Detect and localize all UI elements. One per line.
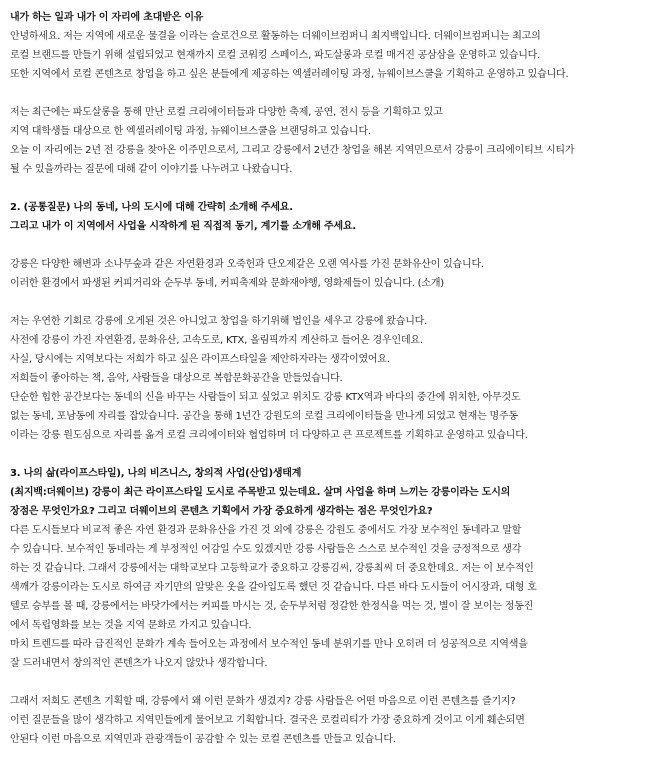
text-line: 이러한 환경에서 파생된 커피거리와 순두부 동네, 커피축제와 문화재야행, 영화제들이 있습니다. (소개) (10, 278, 444, 289)
text-line: 저는 최근에는 파도살롱을 통해 만난 로컬 크리에이터들과 다양한 축제, 공연, 전시 등을 기획하고 있고 (10, 107, 443, 118)
text-line: 수 있습니다. 보수적인 동네라는 게 부정적인 어감일 수도 있겠지만 강릉 사람들은 스스로 보수적인 것을 긍정적으로 생각 (10, 544, 522, 555)
paragraph-gap (10, 84, 654, 103)
text-line: 색깨가 강릉이라는 도시로 하여금 자기만의 알맞은 옷을 갈아입도록 했던 것 같습니다. 다른 바다 도시들이 어시장과, 대형 호 (10, 582, 537, 593)
text-line: 될 수 있을까라는 질문에 대해 같이 이야기를 나누려고 나왔습니다. (10, 164, 293, 175)
text-line: 그래서 저희도 콘텐츠 기획할 때, 강릉에서 왜 이런 문화가 생겼지? 강릉 사람들은 어떤 마음으로 이런 콘텐츠를 즐기지? (10, 696, 516, 707)
text-line: 저희들이 좋아하는 책, 음악, 사람들을 대상으로 복합문화공간을 만들었습니다. (10, 373, 343, 384)
text-line: 오늘 이 자리에는 2년 전 강릉을 찾아온 이주민으로서, 그리고 강릉에서 2년간 창업을 해본 지역민으로서 강릉이 크리에이티브 시티가 (10, 145, 575, 156)
text-line: 하는 것 같습니다. 그래서 강릉에서는 대학교보다 고등학교가 중요하고 강릉김씨, 강릉최씨 더 중요한데요. 저는 이 보수적인 (10, 563, 534, 574)
section-heading-line: 장점은 무엇인가요? 그리고 더웨이브의 콘텐츠 기획에서 가장 중요하게 생각하는 점은 무엇인가요? (10, 506, 433, 517)
text-line: 저는 우연한 기회로 강릉에 오게된 것은 아니었고 창업을 하기위해 법인을 세우고 강릉에 왔습니다. (10, 316, 428, 327)
text-line: 강릉은 다양한 해변과 소나무숲과 같은 자연환경과 오죽헌과 단오제같은 오랜 역사를 가진 문화유산이 있습니다. (10, 259, 484, 270)
paragraph (10, 103, 654, 179)
paragraph-gap (10, 445, 654, 464)
text-line: 다른 도시들보다 비교적 좋은 자연 환경과 문화유산을 가진 것 외에 강릉은 강원도 중에서도 가장 보수적인 동네라고 말할 (10, 525, 522, 536)
text-line: 이라는 강릉 원도심으로 자리를 옮겨 로컬 크리에이터와 협업하며 더 다양하고 큰 프로젝트를 기획하고 운영하고 있습니다. (10, 430, 528, 441)
text-line: 또한 지역에서 로컬 콘텐츠로 창업을 하고 싶은 분들에게 제공하는 엑셀러레이팅 과정, 뉴웨이브스쿨을 기획하고 운영하고 있습니다. (10, 69, 569, 80)
section-heading-line: 그리고 내가 이 지역에서 사업을 시작하게 된 직접적 동기, 계기를 소개해 주세요. (10, 221, 357, 232)
text-line: 마치 트렌드를 따라 급진적인 문화가 계속 들어오는 과정에서 보수적인 동네 분위기를 만나 오히려 더 성공적으로 지역색을 (10, 639, 528, 650)
text-line: 없는 동네, 포남동에 자리를 잡았습니다. 공간을 통해 1년간 강원도의 로컬 크리에이터들을 만나게 되었고 현재는 명주동 (10, 411, 518, 422)
paragraph (10, 312, 654, 445)
paragraph (10, 692, 654, 749)
text-line: 잘 드러내면서 창의적인 콘텐츠가 나오지 않았나 생각합니다. (10, 658, 268, 669)
section-heading-line: (최지백:더웨이브) 강릉이 최근 라이프스타일 도시로 주목받고 있는데요. 살며 사업을 하며 느끼는 강릉이라는 도시의 (10, 487, 511, 498)
text-line: 텔로 승부를 볼 때, 강릉에서는 바닷가에서는 커피를 마시는 것, 순두부처럼 정갈한 한정식을 먹는 것, 별이 잘 보이는 정동진 (10, 601, 534, 612)
text-line: 이런 질문들을 많이 생각하고 지역민들에게 물어보고 기획합니다. 결국은 로컬리티가 가장 중요하게 것이고 이게 훼손되면 (10, 715, 525, 726)
text-line: 안녕하세요. 저는 지역에 새로운 물결을 이라는 슬로건으로 활동하는 더웨이브컴퍼니 최지백입니다. 더웨이브컴퍼니는 최고의 (10, 31, 541, 42)
text-line: 로컬 브랜드를 만들기 위해 설립되었고 현재까지 로컬 코워킹 스페이스, 파도살롱과 로컬 매거진 공삼삼을 운영하고 있습니다. (10, 50, 541, 61)
text-line: 사실, 당시에는 지역보다는 저희가 하고 싶은 라이프스타일을 제안하자라는 생각이였어요. (10, 354, 390, 365)
paragraph (10, 8, 654, 84)
paragraph-gap (10, 293, 654, 312)
section-heading-line: 2. (공통질문) 나의 동네, 나의 도시에 대해 간략히 소개해 주세요. (10, 202, 293, 213)
document-body (10, 8, 654, 749)
paragraph (10, 464, 654, 673)
text-line: 안된다 이런 마음으로 지역민과 관광객들이 공감할 수 있는 로컬 콘텐츠를 만들고 있습니다. (10, 734, 396, 745)
paragraph (10, 198, 654, 236)
text-line: 지역 대학생들 대상으로 한 엑셀러레이팅 과정, 뉴웨이브스쿨을 브랜딩하고 있습니다. (10, 126, 371, 137)
paragraph-gap (10, 236, 654, 255)
paragraph-gap (10, 179, 654, 198)
text-line: 에서 독립영화를 보는 것을 지역 문화로 가지고 있습니다. (10, 620, 252, 631)
paragraph-gap (10, 673, 654, 692)
text-line: 단순한 힙한 공간보다는 동네의 신을 바꾸는 사람들이 되고 싶었고 위치도 강릉 KTX역과 바다의 중간에 위치한, 아무것도 (10, 392, 521, 403)
section-heading-line: 내가 하는 일과 내가 이 자리에 초대받은 이유 (10, 12, 204, 23)
section-heading-line: 3. 나의 삶(라이프스타일), 나의 비즈니스, 창의적 사업(산업)생태계 (10, 468, 302, 479)
text-line: 사전에 강릉이 가진 자연환경, 문화유산, 고속도로, KTX, 올림픽까지 계산하고 들어온 경우인데요. (10, 335, 423, 346)
paragraph (10, 255, 654, 293)
